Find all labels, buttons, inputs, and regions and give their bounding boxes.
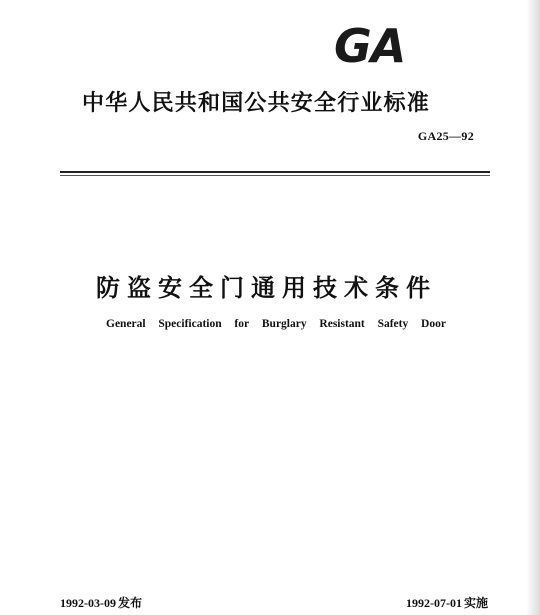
ga-logo-graphic [334, 22, 434, 66]
title-en-word: Burglary [261, 318, 307, 330]
issue-date: 1992-03-09 [60, 596, 116, 610]
title-en-word: Specification [158, 318, 222, 330]
implementation-date-line [406, 594, 488, 611]
page-edge-shadow [526, 0, 540, 615]
standard-category-title: 中华人民共和国公共安全行业标准 [82, 91, 431, 116]
header-divider-thin [60, 175, 490, 176]
standard-code: GA25—92 [417, 129, 474, 143]
document-title-chinese: 防盗安全门通用技术条件 [96, 274, 437, 302]
title-en-word: Safety [377, 318, 409, 330]
implementation-date: 1992-07-01 [406, 596, 462, 610]
ga-logo [334, 22, 434, 66]
document-title-english [106, 318, 446, 330]
title-en-word: General [106, 318, 146, 330]
issue-label: 发布 [118, 596, 143, 610]
implementation-label: 实施 [464, 596, 489, 610]
title-en-word: for [234, 318, 250, 330]
header-divider-thick [60, 171, 490, 173]
title-en-word: Door [421, 318, 446, 330]
issue-date-line [60, 594, 142, 611]
title-en-word: Resistant [319, 318, 365, 330]
ga-logo-text: GA [334, 22, 406, 66]
